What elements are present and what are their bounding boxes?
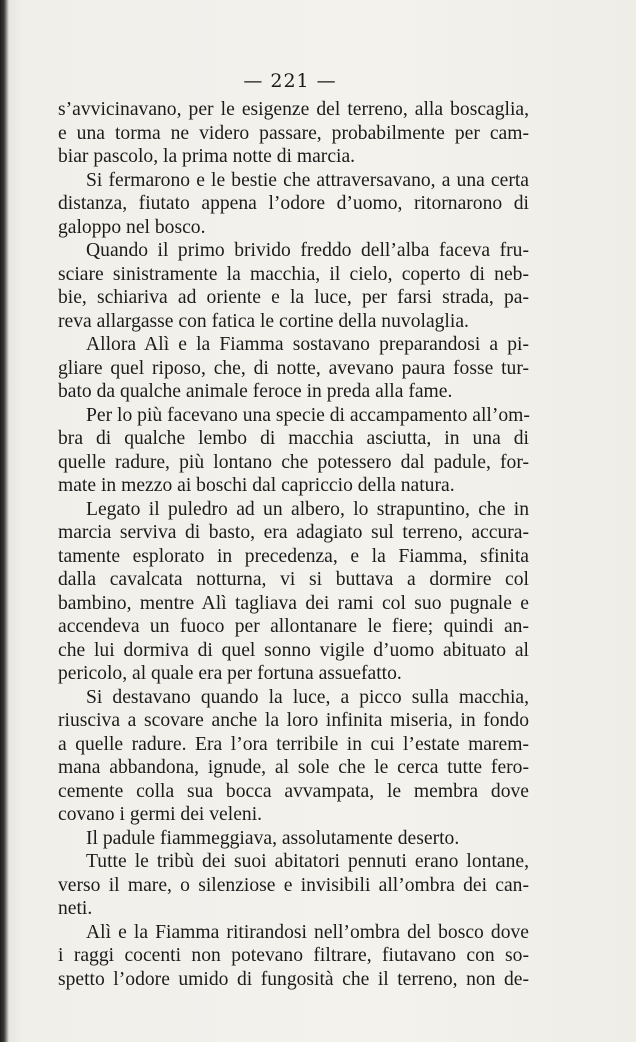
text-line: Tutte le tribù dei suoi abitatori pennuti erano lontane, [86,851,529,872]
text-line: bie, schiariva ad oriente e la luce, per farsi strada, pa- [58,287,529,308]
text-line: Legato il puledro ad un albero, lo strapuntino, che in [86,498,529,520]
text-line: Alì e la Fiamma ritirandosi nell’ombra del bosco dove [86,921,529,943]
text-line: covano i germi dei veleni. [58,804,263,825]
text-line: neti. [58,898,93,919]
text-line: bra di qualche lembo di macchia asciutta, in una di [58,428,529,449]
text-line: marcia serviva di basto, era adagiato sul terreno, accura- [58,522,529,543]
text-line: bambino, mentre Alì tagliava dei rami col suo pugnale e [58,592,529,614]
text-line: Si destavano quando la luce, a picco sulla macchia, [86,686,529,708]
text-line: gliare quel riposo, che, di notte, avevano paura fosse tur- [58,357,529,379]
text-line: pericolo, al quale era per fortuna assuefatto. [58,663,402,684]
text-line: Il padule fiammeggiava, assolutamente deserto. [86,827,460,849]
text-line: reva allargasse con fatica le cortine della nuvolaglia. [58,310,469,332]
body-text [58,98,529,991]
text-line: dalla cavalcata notturna, vi si buttava a dormire col [58,569,529,590]
text-line: sciare sinistramente la macchia, il cielo, coperto di neb- [58,263,529,285]
text-line: verso il mare, o silenziose e invisibili all’ombra dei can- [58,874,529,896]
page-number: — 221 — [243,70,337,92]
text-line: quelle radure, più lontano che potessero dal padule, for- [58,451,529,473]
text-line: riusciva a scovare anche la loro infinita miseria, in fondo [58,710,529,731]
text-line: accendeva un fuoco per allontanare le fiere; quindi an- [58,616,529,637]
text-line: Si fermarono e le bestie che attraversavano, a una certa [86,169,529,191]
text-line: galoppo nel bosco. [58,216,206,238]
text-line: biar pascolo, la prima notte di marcia. [58,146,356,167]
text-line: tamente esplorato in precedenza, e la Fiamma, sfinita [58,545,529,567]
text-line: Allora Alì e la Fiamma sostavano preparandosi a pi- [86,334,529,355]
text-line: a quelle radure. Era l’ora terribile in cui l’estate marem- [58,733,529,755]
text-line: e una torma ne videro passare, probabilmente per cam- [58,122,529,144]
text-line: cemente colla sua bocca avvampata, le membra dove [58,780,529,802]
text-line: mate in mezzo ai boschi dal capriccio della natura. [58,475,455,496]
text-line: che lui dormiva di quel sonno vigile d’uomo abituato al [58,639,529,661]
text-line: Quando il primo brivido freddo dell’alba faceva fru- [86,240,529,261]
text-line: i raggi cocenti non potevano filtrare, fiutavano con so- [58,945,529,966]
text-line: mana abbandona, ignude, al sole che le cerca tutte fero- [58,757,529,778]
text-line: Per lo più facevano una specie di accampamento all’om- [86,404,530,426]
text-line: spetto l’odore umido di fungosità che il terreno, non de- [58,968,529,990]
text-line: s’avvicinavano, per le esigenze del terreno, alla boscaglia, [58,99,529,120]
text-line: bato da qualche animale feroce in preda alla fame. [58,381,453,402]
text-line: distanza, fiutato appena l’odore d’uomo, ritornarono di [58,193,529,214]
